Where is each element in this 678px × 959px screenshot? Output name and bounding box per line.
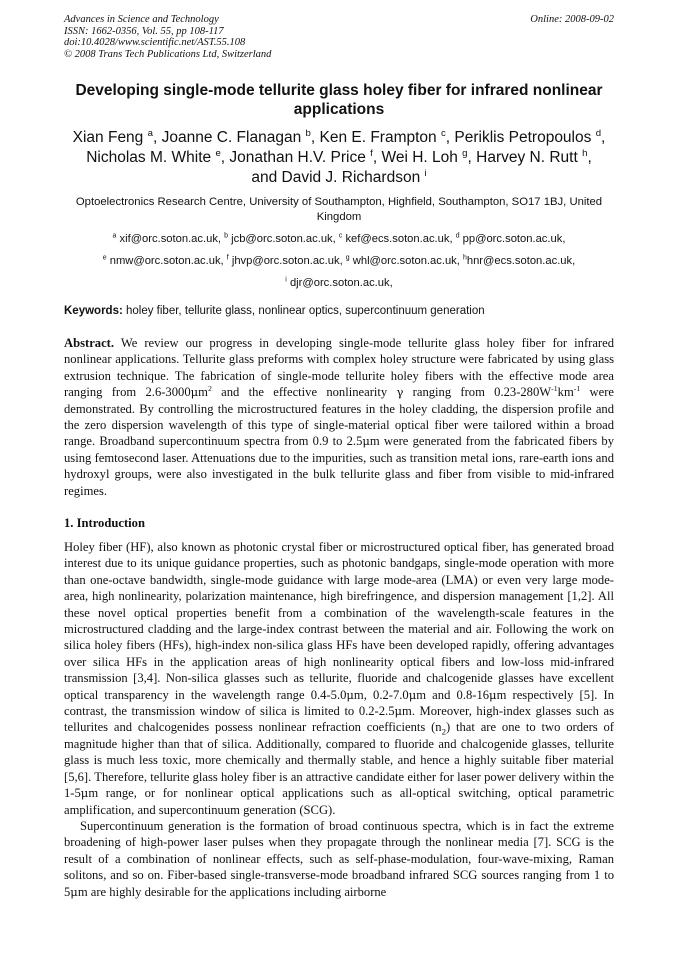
author: Nicholas M. White $^e$,	[86, 147, 230, 166]
email[interactable]: $^a$ xif@orc.soton.ac.uk,	[112, 232, 222, 245]
author: Periklis Petropoulos $^d$,	[454, 127, 606, 146]
paragraph: Holey fiber (HF), also known as photonic crystal fiber or microstructured optical fiber, has generated broad interest due to its unique guidance properties, such as photonic bandgaps, single-mode operation with more than one-octave bandwidth, single-mode guidance with large mode-area (LMA) or even very large mode-area, high nonlinearity, polarization maintenance, high birefringence, and dispersion management [1,2]. All these novel optical properties benefit from a combination of the wavelength-scale features in the microstructured cladding and the large-index contrast between the material and air. Following the work on silica holey fibers (HFs), high-index non-silica glass HFs have been developed rapidly, offering advantages over silica HFs in the application areas of high nonlinearity optical fibers and low-loss mid-infrared transmission [3,4]. Non-silica glasses such as tellurite, fluoride and chalcogenide glasses have excellent optical transparency in the wavelength range 0.4-5.0μm, 0.2-7.0μm and 0.8-16μm respectively [5]. In contrast, the transmission window of silica is limited to 0.2-2.5μm. Moreover, high-index glasses such as tellurites and chalcogenides possess nonlinear refraction coefficients $(n_2)$ that are one to two orders of magnitude higher than that of silica. Additionally, compared to fluoride and chalcogenide glasses, tellurite glass is much less toxic, more chemically and thermally stable, and hence a highly suitable fiber material [5,6]. Therefore, tellurite glass holey fiber is an attractive candidate either for laser power delivery within the 1-5μm range, or for nonlinear optical applications such as all-optical switching, optical parametric amplification, and supercontinuum generation (SCG).	[64, 540, 614, 817]
abstract: Abstract. We review our progress in developing single-mode tellurite glass holey fiber for infrared nonlinear applications. Tellurite glass preforms with complex holey structure were fabricated by using glass extrusion technique. The fabrication of single-mode tellurite holey fibers with the effective mode area ranging from $2.6-3000\mu m^2$ and the effective nonlinearity γ ranging from $0.23-280W^{-1}km^{-1}$ were demonstrated. By controlling the microstructured features in the holey cladding, the dispersion profile and the zero dispersion wavelength of this type of single-material optical fiber were tailored within a broad range. Broadband supercontinuum spectra from 0.9 to 2.5μm were generated from the fabricated fibers by using femtosecond laser. Attenuations due to the impurities, such as transition metal ions, rare-earth ions and hydroxyl groups, were also investigated in the bulk tellurite glass and fiber from visible to mid-infrared regimes.	[64, 336, 615, 498]
author: and David J. Richardson $^i$	[251, 167, 427, 186]
running-header	[64, 14, 614, 60]
email-list	[56, 228, 622, 294]
email[interactable]: $^c$ kef@ecs.soton.ac.uk,	[338, 232, 453, 245]
journal-name: Advances in Science and Technology	[64, 14, 219, 25]
email[interactable]: $^e$ nmw@orc.soton.ac.uk,	[102, 254, 224, 267]
author: Joanne C. Flanagan $^b$,	[161, 127, 320, 146]
author: Xian Feng $^a$,	[72, 127, 162, 146]
author: Wei H. Loh $^g$,	[381, 147, 477, 166]
keywords	[64, 304, 614, 319]
author: Ken E. Frampton $^c$,	[319, 127, 455, 146]
section-heading-introduction: 1. Introduction	[64, 516, 145, 530]
affiliation: Optoelectronics Research Centre, University of Southampton, Highfield, Southampton, SO17 1BJ, United Kingdom	[75, 196, 603, 223]
paragraph: Supercontinuum generation is the formation of broad continuous spectra, which is in fact the extreme broadening of high-power laser pulses when they propagate through the nonlinear media [7]. SCG is the result of a combination of nonlinear effects, such as self-phase-modulation, four-wave-mixing, Raman solitons, and so on. Fiber-based single-transverse-mode broadband infrared SCG sources ranging from 1 to 5μm are highly desirable for the applications including airborne	[64, 818, 614, 899]
email[interactable]: $^g$ whl@orc.soton.ac.uk,	[345, 254, 460, 267]
email[interactable]: $^d$ pp@orc.soton.ac.uk,	[455, 232, 566, 245]
author: Jonathan H.V. Price $^f$,	[229, 147, 382, 166]
author: Harvey N. Rutt $^h$,	[476, 147, 592, 166]
keywords-label: Keywords:	[64, 305, 123, 317]
keywords-text: holey fiber, tellurite glass, nonlinear optics, supercontinuum generation	[126, 305, 485, 317]
introduction-text	[64, 539, 614, 900]
email[interactable]: $^b$ jcb@orc.soton.ac.uk,	[224, 232, 336, 245]
abstract-label: Abstract.	[64, 336, 115, 350]
paper-title: Developing single-mode tellurite glass holey fiber for infrared nonlinear applications	[75, 82, 603, 118]
online-date: Online: 2008-09-02	[530, 14, 614, 25]
issn-line: ISSN: 1662-0356, Vol. 55, pp 108-117	[64, 25, 224, 37]
email[interactable]: $^i$ djr@orc.soton.ac.uk,	[285, 276, 393, 289]
doi-line: doi:10.4028/www.scientific.net/AST.55.108	[64, 37, 246, 48]
copyright-line: © 2008 Trans Tech Publications Ltd, Switzerland	[64, 48, 272, 60]
email[interactable]: $^h$hnr@ecs.soton.ac.uk,	[463, 254, 576, 267]
email[interactable]: $^f$ jhvp@orc.soton.ac.uk,	[226, 254, 343, 267]
author-list	[56, 128, 622, 188]
